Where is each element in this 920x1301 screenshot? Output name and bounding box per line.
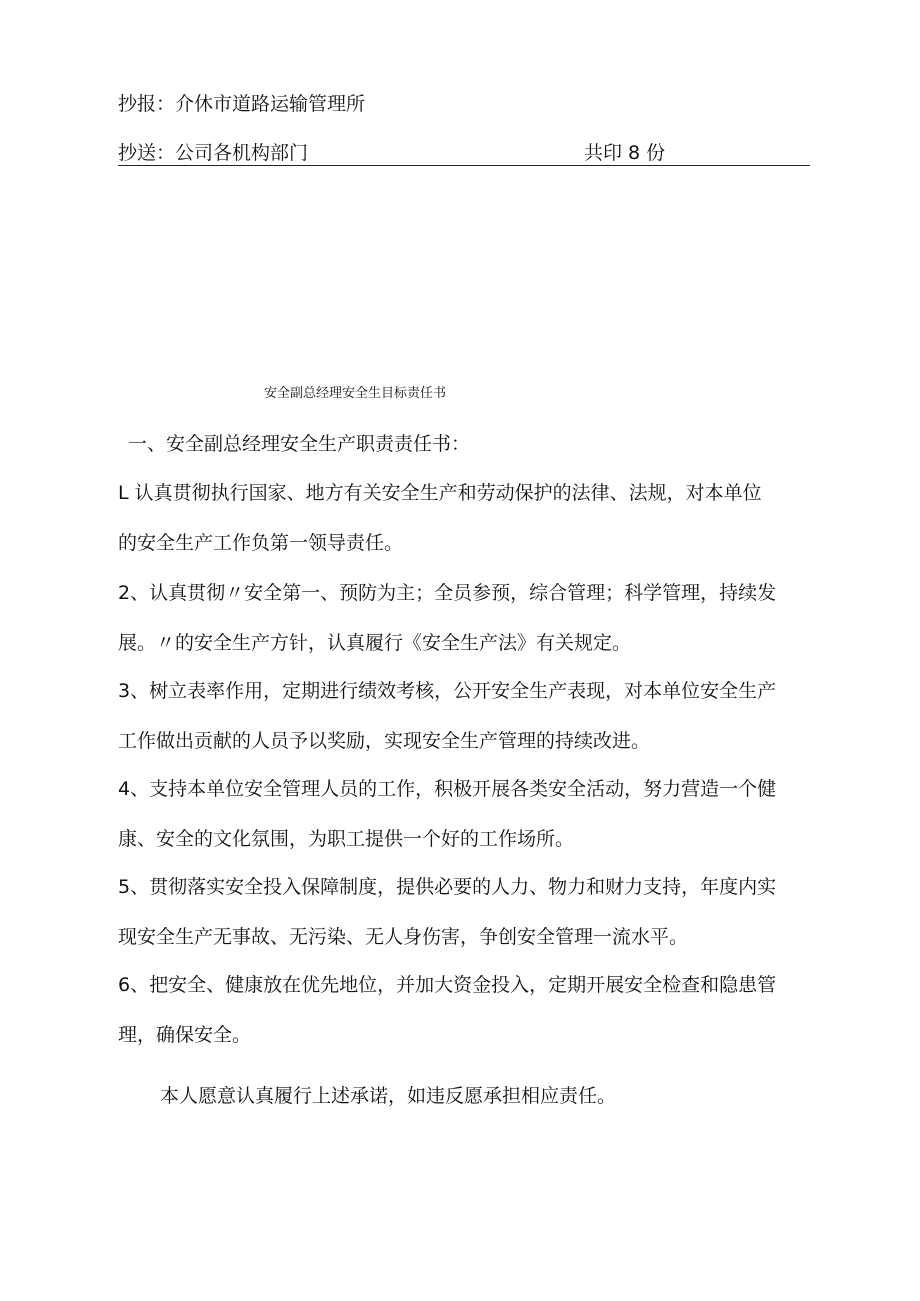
closing-statement: 本人愿意认真履行上述承诺，如违反愿承担相应责任。: [160, 1085, 617, 1107]
copy-to-line: 抄送：公司各机构部门: [118, 142, 309, 164]
item-line: 5、贯彻落实安全投入保障制度，提供必要的人力、物力和财力支持，年度内实: [118, 876, 777, 898]
report-to-line: 抄报：介休市道路运输管理所: [118, 93, 366, 115]
copy-to-row: [118, 141, 810, 166]
item-line: 康、安全的文化氛围，为职工提供一个好的工作场所。: [118, 828, 575, 850]
responsibility-item: [118, 862, 818, 962]
item-line: 的安全生产工作负第一领导责任。: [118, 532, 404, 554]
responsibility-item: [118, 666, 818, 766]
item-line: 展。〃的安全生产方针，认真履行《安全生产法》有关规定。: [118, 632, 632, 654]
responsibility-item: [118, 764, 818, 864]
section-heading: 一、安全副总经理安全生产职责责任书：: [128, 433, 471, 455]
item-line: 现安全生产无事故、无污染、无人身伤害，争创安全管理一流水平。: [118, 926, 689, 948]
item-line: L 认真贯彻执行国家、地方有关安全生产和劳动保护的法律、法规，对本单位: [118, 482, 762, 504]
responsibility-item: [118, 568, 818, 668]
item-line: 3、树立表率作用，定期进行绩效考核，公开安全生产表现，对本单位安全生产: [118, 680, 777, 702]
document-title: 安全副总经理安全生目标责任书: [264, 386, 447, 401]
print-count: 共印 8 份: [584, 142, 666, 164]
item-line: 6、把安全、健康放在优先地位，并加大资金投入，定期开展安全检查和隐患管: [118, 974, 777, 996]
item-line: 4、支持本单位安全管理人员的工作，积极开展各类安全活动，努力营造一个健: [118, 778, 777, 800]
item-line: 2、认真贯彻〃安全第一、预防为主；全员参预，综合管理；科学管理，持续发: [118, 582, 777, 604]
item-line: 工作做出贡献的人员予以奖励，实现安全生产管理的持续改进。: [118, 730, 651, 752]
item-line: 理，确保安全。: [118, 1024, 252, 1046]
responsibility-item: [118, 960, 818, 1060]
responsibility-item: [118, 468, 818, 568]
